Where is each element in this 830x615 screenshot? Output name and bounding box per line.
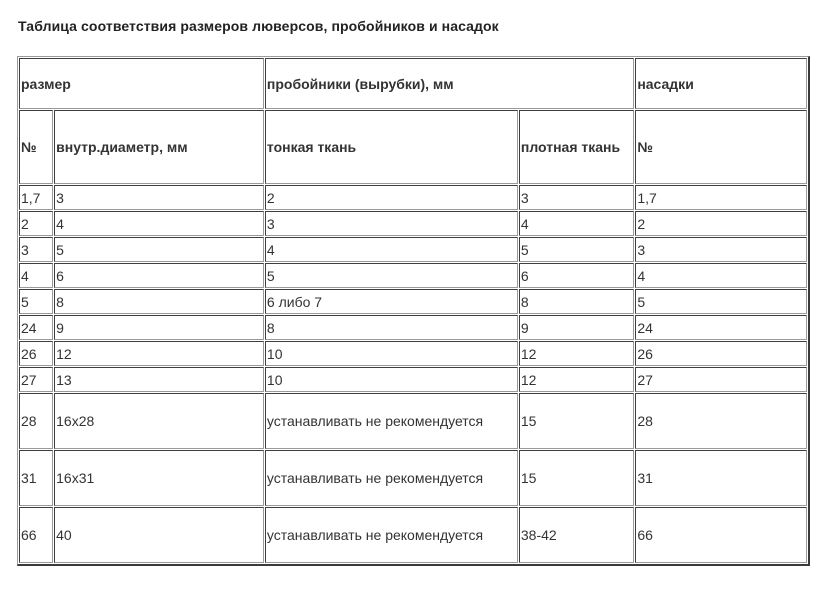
size-correspondence-table [17,56,810,566]
cell-inner-diameter: 5 [54,237,264,262]
cell-thin-fabric: 4 [265,237,518,262]
cell-thin-fabric: 2 [265,185,518,210]
group-header-size: размер [19,58,264,109]
cell-nozzle-number: 66 [635,507,807,563]
cell-thin-fabric: 8 [265,315,518,340]
table-row [19,263,807,288]
cell-nozzle-number: 31 [635,450,807,506]
table-row [19,367,807,392]
cell-inner-diameter: 16x31 [54,450,264,506]
cell-dense-fabric: 15 [519,393,634,449]
cell-thin-fabric: 10 [265,341,518,366]
cell-dense-fabric: 8 [519,289,634,314]
table-row [19,185,807,210]
cell-thin-fabric: устанавливать не рекомендуется [265,450,518,506]
cell-dense-fabric: 12 [519,367,634,392]
cell-number: 5 [19,289,53,314]
table-row [19,341,807,366]
group-header-nozzles: насадки [635,58,807,109]
table-row [19,507,807,563]
cell-number: 26 [19,341,53,366]
cell-dense-fabric: 6 [519,263,634,288]
cell-dense-fabric: 15 [519,450,634,506]
cell-dense-fabric: 3 [519,185,634,210]
cell-inner-diameter: 16x28 [54,393,264,449]
cell-number: 4 [19,263,53,288]
cell-dense-fabric: 12 [519,341,634,366]
cell-inner-diameter: 8 [54,289,264,314]
cell-nozzle-number: 2 [635,211,807,236]
cell-number: 66 [19,507,53,563]
cell-nozzle-number: 24 [635,315,807,340]
cell-number: 1,7 [19,185,53,210]
cell-nozzle-number: 5 [635,289,807,314]
table-row [19,211,807,236]
cell-number: 31 [19,450,53,506]
cell-nozzle-number: 26 [635,341,807,366]
table-title: Таблица соответствия размеров люверсов, пробойников и насадок [18,18,499,34]
cell-inner-diameter: 40 [54,507,264,563]
cell-number: 24 [19,315,53,340]
cell-inner-diameter: 3 [54,185,264,210]
cell-inner-diameter: 9 [54,315,264,340]
cell-inner-diameter: 4 [54,211,264,236]
cell-number: 2 [19,211,53,236]
group-header-punches: пробойники (вырубки), мм [265,58,634,109]
cell-number: 28 [19,393,53,449]
cell-inner-diameter: 6 [54,263,264,288]
column-header-dense-fabric: плотная ткань [519,110,634,184]
column-header-thin-fabric: тонкая ткань [265,110,518,184]
cell-dense-fabric: 38-42 [519,507,634,563]
table-row [19,450,807,506]
cell-number: 3 [19,237,53,262]
column-header-row [19,110,807,184]
column-header-number: № [19,110,53,184]
cell-inner-diameter: 12 [54,341,264,366]
cell-thin-fabric: устанавливать не рекомендуется [265,393,518,449]
cell-number: 27 [19,367,53,392]
cell-dense-fabric: 4 [519,211,634,236]
group-header-row [19,58,807,109]
cell-thin-fabric: 5 [265,263,518,288]
column-header-inner-diameter: внутр.диаметр, мм [54,110,264,184]
cell-nozzle-number: 1,7 [635,185,807,210]
cell-thin-fabric: 3 [265,211,518,236]
table-row [19,315,807,340]
table-row [19,393,807,449]
cell-thin-fabric: 6 либо 7 [265,289,518,314]
table-row [19,289,807,314]
cell-nozzle-number: 28 [635,393,807,449]
table-row [19,237,807,262]
cell-thin-fabric: устанавливать не рекомендуется [265,507,518,563]
column-header-nozzle-number: № [635,110,807,184]
cell-dense-fabric: 9 [519,315,634,340]
cell-thin-fabric: 10 [265,367,518,392]
cell-nozzle-number: 3 [635,237,807,262]
cell-inner-diameter: 13 [54,367,264,392]
cell-nozzle-number: 27 [635,367,807,392]
cell-dense-fabric: 5 [519,237,634,262]
cell-nozzle-number: 4 [635,263,807,288]
